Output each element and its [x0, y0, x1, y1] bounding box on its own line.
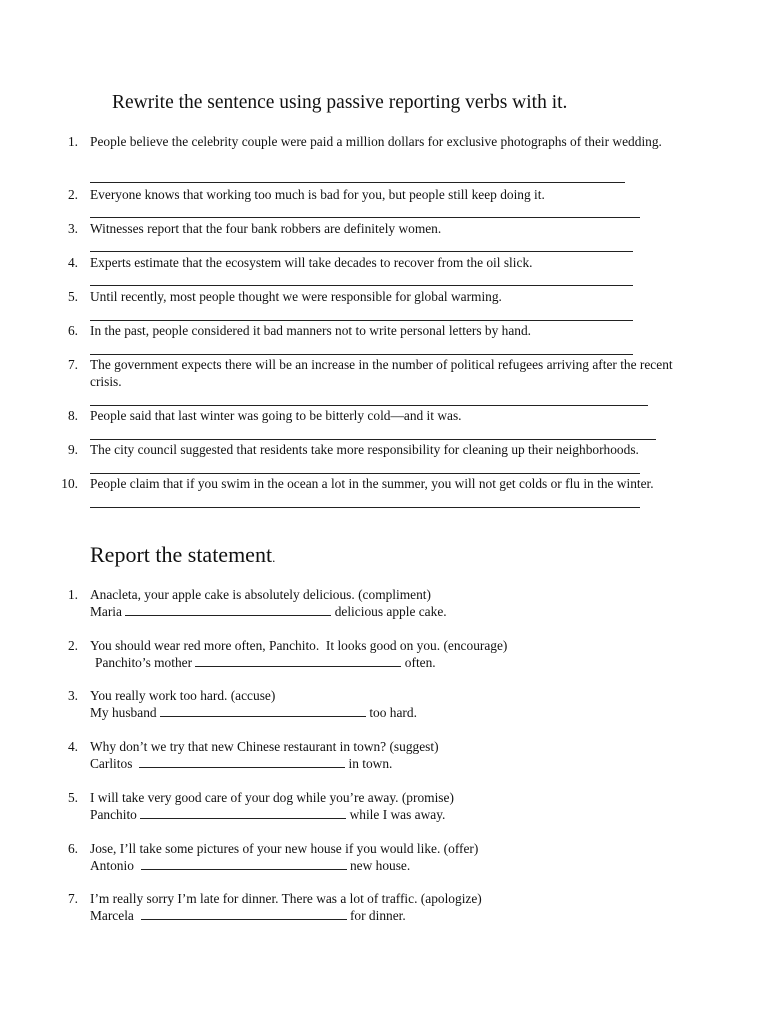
report-ending: often.: [404, 655, 436, 670]
section-2-title: [90, 542, 275, 568]
answer-line-1[interactable]: [90, 182, 625, 183]
report-answer-row: [90, 907, 680, 924]
report-subject: Maria: [90, 604, 122, 619]
item-sentence: Experts estimate that the ecosystem will take decades to recover from the oil slick.: [90, 255, 533, 270]
item-statement: Jose, I’ll take some pictures of your new house if you would like. (offer): [90, 841, 479, 856]
answer-line-2[interactable]: [90, 217, 640, 218]
answer-line-8[interactable]: [90, 439, 656, 440]
fill-in-blank[interactable]: [141, 907, 347, 920]
item-number: 4.: [67, 739, 78, 754]
report-answer-row: [95, 654, 685, 671]
report-subject: Carlitos: [90, 756, 133, 771]
section-2-title-text: Report the statement: [90, 542, 273, 567]
item-sentence: People believe the celebrity couple were paid a million dollars for exclusive photographs of their wedding.: [90, 134, 662, 149]
report-subject: Panchito’s mother: [95, 655, 193, 670]
report-answer-row: [90, 857, 680, 874]
answer-line-6[interactable]: [90, 354, 633, 355]
answer-line-3[interactable]: [90, 251, 633, 252]
fill-in-blank[interactable]: [139, 755, 345, 768]
answer-line-10[interactable]: [90, 507, 640, 508]
item-number: 6.: [67, 323, 78, 338]
item-sentence: Witnesses report that the four bank robbers are definitely women.: [90, 221, 442, 236]
answer-line-9[interactable]: [90, 473, 640, 474]
fill-in-blank[interactable]: [140, 806, 346, 819]
report-ending: while I was away.: [349, 807, 446, 822]
item-number: 5.: [67, 289, 78, 304]
fill-in-blank[interactable]: [160, 704, 366, 717]
fill-in-blank[interactable]: [195, 654, 401, 667]
report-answer-row: [90, 704, 680, 721]
item-statement: I’m really sorry I’m late for dinner. There was a lot of traffic. (apologize): [90, 891, 482, 906]
report-ending: too hard.: [369, 705, 417, 720]
item-statement: You should wear red more often, Panchito. It looks good on you. (encourage): [90, 638, 508, 653]
item-number: 9.: [67, 442, 78, 457]
item-statement: I will take very good care of your dog while you’re away. (promise): [90, 790, 454, 805]
item-number: 6.: [67, 841, 78, 856]
item-sentence: People claim that if you swim in the ocean a lot in the summer, you will not get colds or flu in the winter.: [90, 476, 654, 491]
report-subject: My husband: [90, 705, 157, 720]
item-sentence: In the past, people considered it bad manners not to write personal letters by hand.: [90, 323, 532, 338]
item-number: 4.: [67, 255, 78, 270]
item-number: 7.: [67, 891, 78, 906]
item-sentence: The city council suggested that residents take more responsibility for cleaning up their neighborhoods.: [90, 442, 639, 457]
item-statement: Anacleta, your apple cake is absolutely delicious. (compliment): [90, 587, 431, 602]
report-ending: delicious apple cake.: [334, 604, 447, 619]
item-number: 3.: [67, 221, 78, 236]
section-2-title-period: .: [272, 550, 276, 565]
item-number: 1.: [67, 587, 78, 602]
item-number: 3.: [67, 688, 78, 703]
item-sentence: Until recently, most people thought we were responsible for global warming.: [90, 289, 502, 304]
item-statement: Why don’t we try that new Chinese restaurant in town? (suggest): [90, 739, 439, 754]
item-number: 10.: [61, 476, 78, 491]
section-1-title: Rewrite the sentence using passive reporting verbs with it.: [112, 92, 568, 113]
report-answer-row: [90, 603, 680, 620]
report-ending: new house.: [349, 858, 411, 873]
fill-in-blank[interactable]: [125, 603, 331, 616]
item-number: 2.: [67, 638, 78, 653]
item-sentence: Everyone knows that working too much is bad for you, but people still keep doing it.: [90, 187, 545, 202]
item-number: 7.: [67, 357, 78, 372]
report-subject: Antonio: [90, 858, 134, 873]
report-ending: for dinner.: [349, 908, 406, 923]
item-statement: You really work too hard. (accuse): [90, 688, 276, 703]
item-number: 5.: [67, 790, 78, 805]
item-sentence: The government expects there will be an increase in the number of political refugees arriving after the recent crisis.: [90, 357, 673, 389]
report-subject: Marcela: [90, 908, 134, 923]
report-ending: in town.: [348, 756, 393, 771]
report-answer-row: [90, 806, 680, 823]
item-number: 1.: [67, 134, 78, 149]
answer-line-5[interactable]: [90, 320, 633, 321]
answer-line-7[interactable]: [90, 405, 648, 406]
item-number: 2.: [67, 187, 78, 202]
fill-in-blank[interactable]: [141, 857, 347, 870]
answer-line-4[interactable]: [90, 285, 633, 286]
item-sentence: People said that last winter was going to be bitterly cold—and it was.: [90, 408, 462, 423]
report-answer-row: [90, 755, 680, 772]
item-number: 8.: [67, 408, 78, 423]
report-subject: Panchito: [90, 807, 137, 822]
